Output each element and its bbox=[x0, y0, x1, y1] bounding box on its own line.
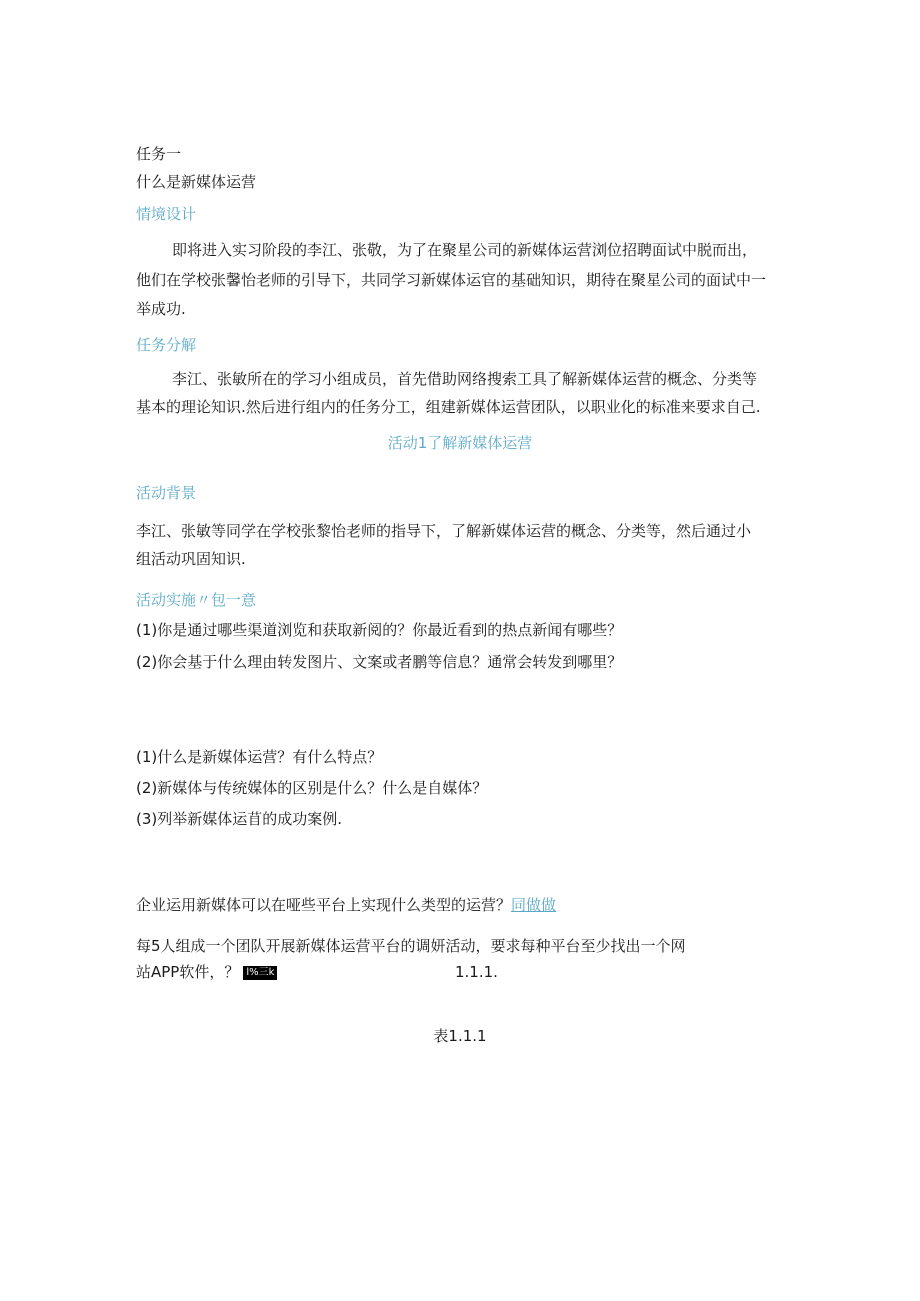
scenario-heading: 情境设计 bbox=[136, 205, 197, 223]
enterprise-question bbox=[136, 896, 556, 914]
task-title: 什么是新媒体运营 bbox=[136, 173, 257, 191]
activity-background-heading: 活动背景 bbox=[136, 484, 197, 502]
group-activity-link[interactable]: 同做做 bbox=[511, 896, 557, 914]
activity-background-line-1: 李江、张敏等同学在学校张黎怡老师的指导下，了解新媒体运营的概念、分类等，然后通过小 bbox=[136, 522, 752, 540]
activity-implementation-heading: 活动实施〃包一意 bbox=[136, 591, 257, 609]
scenario-line-2: 他们在学校张馨怡老师的引导下，共同学习新媒体运官的基础知识，期待在聚星公司的面试中一 bbox=[136, 271, 767, 289]
breakdown-heading: 任务分解 bbox=[136, 336, 197, 354]
scenario-line-1: 即将进入实习阶段的李江、张敬，为了在聚星公司的新媒体运营浏位招聘面试中脱而出， bbox=[172, 241, 758, 259]
question-5: (3)列举新媒体运苜的成功案例. bbox=[136, 810, 343, 828]
question-1: (1)你是通过哪些渠道浏览和获取新阅的？你最近看到的热点新闻有哪些？ bbox=[136, 621, 623, 639]
activity-title: 活动1了解新媒体运营 bbox=[387, 434, 533, 452]
question-4: (2)新媒体与传统媒体的区别是什么？什么是自媒体？ bbox=[136, 779, 488, 797]
enterprise-task-line-2-start: 站APP软件，？ bbox=[136, 963, 240, 981]
redacted-inline-text: l%三k bbox=[243, 966, 277, 980]
question-2: (2)你会基于什么理由转发图片、文案或者鹏等信息？通常会转发到哪里？ bbox=[136, 653, 623, 671]
enterprise-task-line-1: 每5人组成一个团队开展新媒体运营平台的调妍活动，要求每种平台至少找出一个网 bbox=[136, 937, 686, 955]
enterprise-task-line-2-end: 1.1.1. bbox=[455, 963, 498, 981]
table-caption: 表1.1.1 bbox=[433, 1027, 487, 1045]
breakdown-line-1: 李江、张敏所在的学习小组成员，首先借助网络搜索工具了解新媒体运营的概念、分类等 bbox=[172, 370, 758, 388]
activity-background-line-2: 组活动巩固知识. bbox=[136, 550, 246, 568]
task-label: 任务一 bbox=[136, 145, 182, 163]
enterprise-question-text: 企业运用新媒体可以在哑些平台上实现什么类型的运营？ bbox=[136, 896, 512, 914]
question-3: (1)什么是新媒体运营？有什么特点？ bbox=[136, 748, 383, 766]
breakdown-line-2: 基本的理论知识.然后进行组内的任务分工，组建新媒体运营团队，以职业化的标准来要求自己. bbox=[136, 398, 761, 416]
enterprise-task-line-2 bbox=[136, 963, 277, 981]
scenario-line-3: 举成功. bbox=[136, 300, 186, 318]
